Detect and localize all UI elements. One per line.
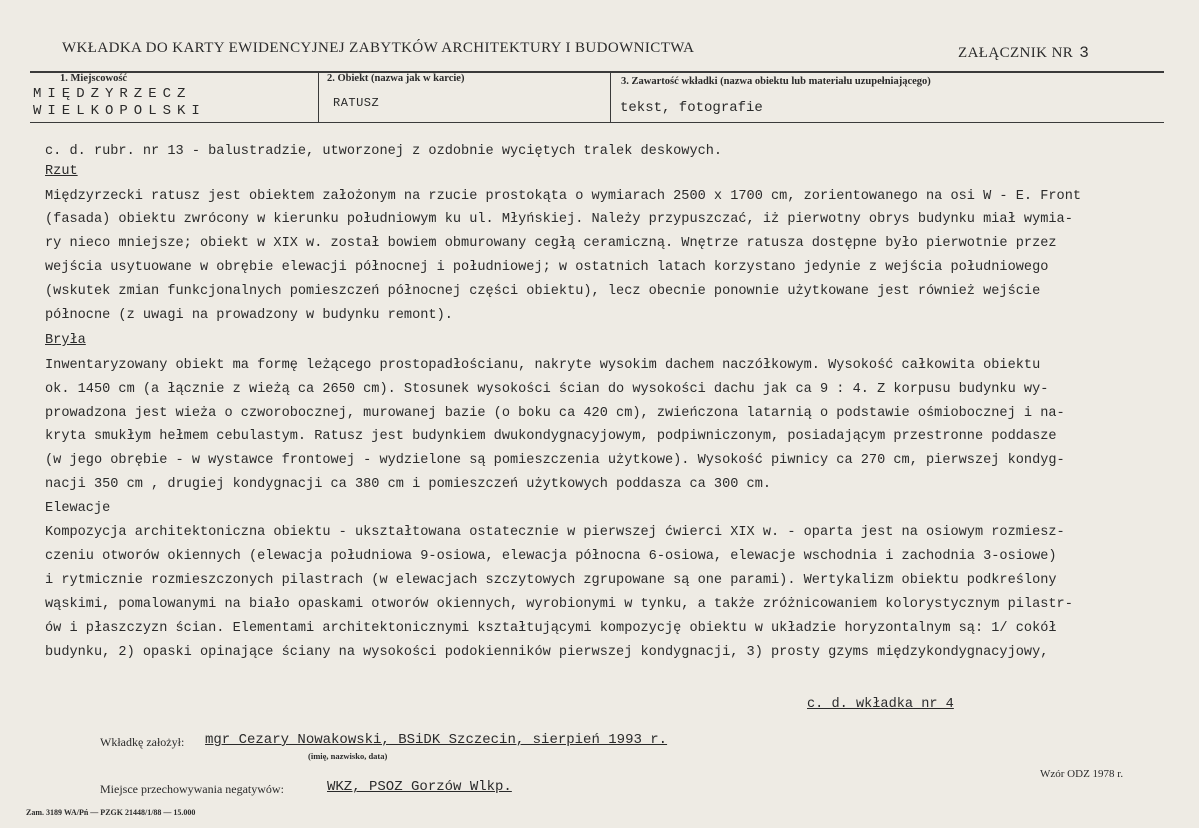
text-line: ry nieco mniejsze; obiekt w XIX w. został bowiem obmurowany cegłą ceramiczną. Wnętrze ratusza dostępne było pierwotnie przez [45, 236, 1057, 251]
text-line: nacji 350 cm , drugiej kondygnacji ca 380 cm i pomieszczeń użytkowych poddasza ca 300 cm. [45, 477, 772, 492]
field-divider-1 [318, 72, 319, 123]
text-line: (w jego obrębie - w wystawce frontowej - wydzielone są pomieszczenia użytkowe). Wysokość piwnicy ca 270 cm, pierwszej kondyg- [45, 453, 1065, 468]
text-line: północne (z uwagi na prowadzony w budynku remont). [45, 308, 453, 323]
object-value: RATUSZ [333, 96, 380, 110]
text-line: kryta smukłym hełmem cebulastym. Ratusz jest budynkiem dwukondygnacyjowym, podpiwniczonym, posiadającym przestronne poddasze [45, 429, 1057, 444]
continued-note: c. d. wkładka nr 4 [807, 697, 954, 712]
card-title: WKŁADKA DO KARTY EWIDENCYJNEJ ZABYTKÓW ARCHITEKTURY I BUDOWNICTWA [62, 40, 695, 56]
text-line: Międzyrzecki ratusz jest obiektem założonym na rzucie prostokąta o wymiarach 2500 x 1700 cm, zorientowanego na osi W - E. Front [45, 189, 1082, 204]
founded-label: Wkładkę założył: [100, 735, 185, 749]
negatives-value: WKZ, PSOZ Gorzów Wlkp. [327, 779, 512, 795]
template-note: Wzór ODZ 1978 r. [1040, 768, 1124, 780]
text-line: Inwentaryzowany obiekt ma formę leżącego prostopadłościanu, nakryte wysokim dachem naczółkowym. Wysokość całkowita obiektu [45, 358, 1041, 373]
text-line: Kompozycja architektoniczna obiektu - ukształtowana ostatecznie w pierwszej ćwierci XIX w. - oparta jest na osiowym rozmiesz- [45, 525, 1065, 540]
locality-line2: WIELKOPOLSKI [33, 103, 206, 119]
annex-label-text: ZAŁĄCZNIK NR [958, 45, 1074, 61]
text-line: czeniu otworów okiennych (elewacja południowa 9-osiowa, elewacja północna 6-osiowa, elewacje wschodnia i zachodnia 3-osiowe) [45, 549, 1057, 564]
text-line: wąskimi, pomalowanymi na biało opaskami otworów okiennych, wyrobionymi w tynku, a także zróżnicowaniem kolorystycznym pilastr- [45, 597, 1073, 612]
section-heading-bryla: Bryła [45, 333, 86, 348]
annex-number: 3 [1079, 44, 1090, 62]
content-label: 3. Zawartość wkładki (nazwa obiektu lub materiału uzupełniającego) [621, 76, 931, 87]
text-line: c. d. rubr. nr 13 - balustradzie, utworzonej z ozdobnie wyciętych tralek deskowych. [45, 144, 723, 159]
fields-rule [30, 122, 1164, 123]
field-divider-2 [610, 72, 611, 123]
text-line: budynku, 2) opaski opinające ściany na wysokości podokienników pierwszej kondygnacji, 3) prosty gzyms międzykondygnacyjowy, [45, 645, 1049, 660]
section-heading-rzut: Rzut [45, 164, 78, 179]
locality-label: 1. Miejscowość [60, 73, 128, 84]
object-label: 2. Obiekt (nazwa jak w karcie) [327, 73, 465, 84]
text-line: i rytmicznie rozmieszczonych pilastrach (w elewacjach szczytowych zgrupowane są one parami). Wertykalizm obiektu podkreślony [45, 573, 1057, 588]
text-line: Elewacje [45, 501, 111, 516]
text-line: (wskutek zmian funkcjonalnych pomieszczeń północnej części obiektu), lecz obecnie ponownie użytkowane jest również wejście [45, 284, 1041, 299]
founded-caption: (imię, nazwisko, data) [308, 751, 388, 761]
text-line: prowadzona jest wieża o czworobocznej, murowanej bazie (o boku ca 420 cm), zwieńczona latarnią o podstawie ośmiobocznej i na- [45, 406, 1065, 421]
text-line: wejścia usytuowane w obrębie elewacji północnej i południowej; w ostatnich latach korzystano jedynie z wejścia południowego [45, 260, 1049, 275]
content-value: tekst, fotografie [620, 100, 763, 116]
negatives-label: Miejsce przechowywania negatywów: [100, 782, 284, 796]
print-info: Zam. 3189 WA/Pń — PZGK 21448/1/88 — 15.000 [26, 808, 196, 817]
founded-value: mgr Cezary Nowakowski, BSiDK Szczecin, sierpień 1993 r. [205, 732, 668, 748]
locality-line1: MIĘDZYRZECZ [33, 86, 192, 102]
text-line: ok. 1450 cm (a łącznie z wieżą ca 2650 cm). Stosunek wysokości ścian do wysokości dachu jak ca 9 : 4. Z korpusu budynku wy- [45, 382, 1049, 397]
text-line: (fasada) obiektu zwrócony w kierunku południowym ku ul. Młyńskiej. Należy przypuszczać, iż pierwotny obrys budynku miał wymia- [45, 212, 1073, 227]
annex-label [958, 44, 1089, 62]
header-rule [30, 71, 1164, 73]
text-line: ów i płaszczyzn ścian. Elementami architektonicznymi kształtującymi kompozycję obiektu w układzie horyzontalnym są: 1/ cokół [45, 621, 1057, 636]
